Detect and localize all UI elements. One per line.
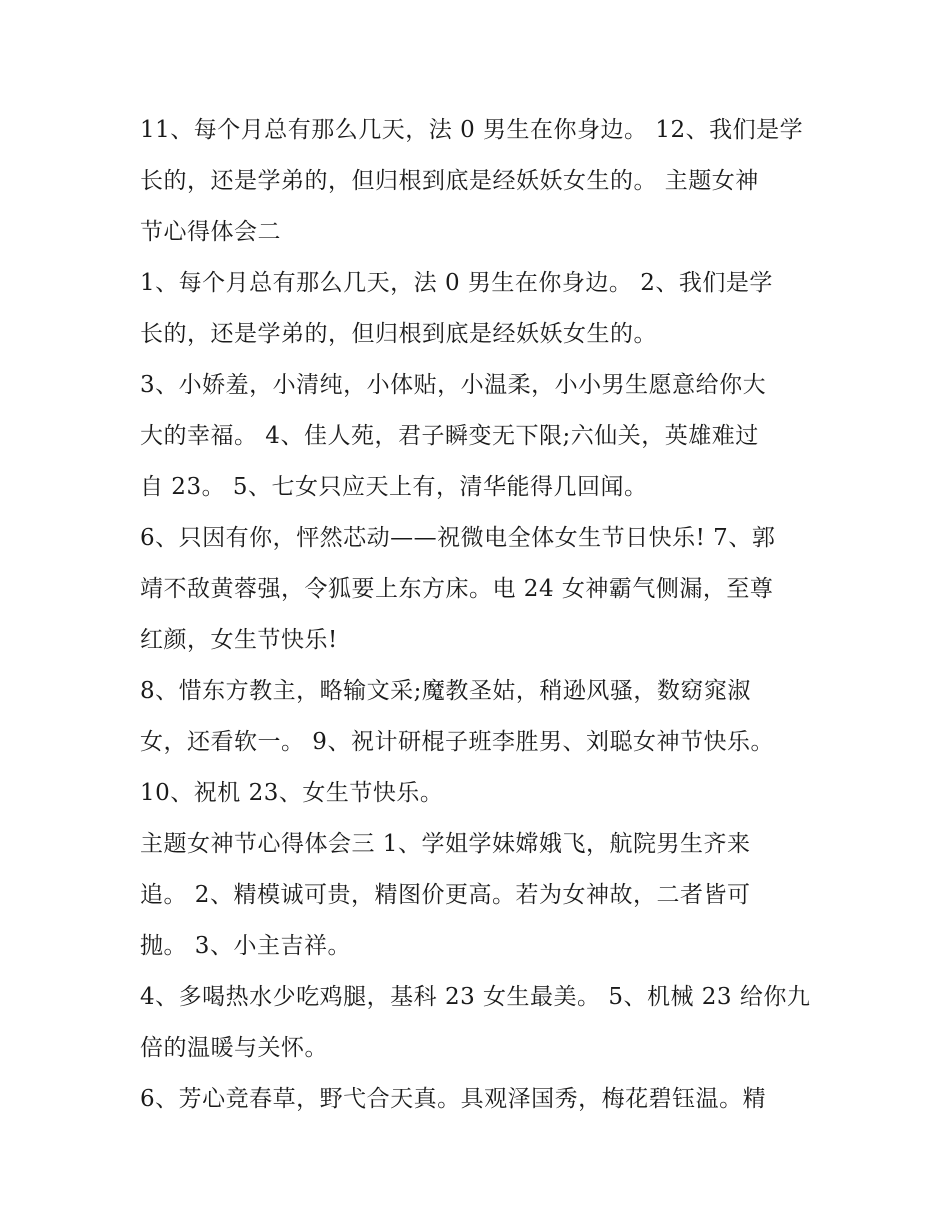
paragraph-8 [140,1074,820,1125]
paragraph-6 [140,819,820,972]
paragraph-2 [140,258,820,360]
text-line: 女，还看软一。 9、祝计研棍子班李胜男、刘聪女神节快乐。 [140,729,774,755]
text-line: 红颜，女生节快乐! [140,627,338,653]
text-line: 靖不敌黄蓉强，令狐要上东方床。电 24 女神霸气侧漏，至尊 [140,576,774,602]
text-line: 11、每个月总有那么几天，法 0 男生在你身边。 12、我们是学 [140,117,804,143]
text-line: 追。 2、精模诚可贵，精图价更高。若为女神故，二者皆可 [140,882,751,908]
text-line: 长的，还是学弟的，但归根到底是经妖妖女生的。 主题女神 [140,168,759,194]
text-line: 4、多喝热水少吃鸡腿，基科 23 女生最美。 5、机械 23 给你九 [140,984,811,1010]
document-body [140,105,820,1125]
text-line: 6、芳心竞春草，野弋合天真。具观泽国秀，梅花碧钰温。精 [140,1086,767,1112]
text-line: 8、惜东方教主，略输文采;魔教圣姑，稍逊风骚，数窈窕淑 [140,678,751,704]
text-line: 自 23。 5、七女只应天上有，清华能得几回闻。 [140,474,648,500]
paragraph-3 [140,360,820,513]
text-line: 3、小娇羞，小清纯，小体贴，小温柔，小小男生愿意给你大 [140,372,767,398]
text-line: 抛。 3、小主吉祥。 [140,933,351,959]
text-line: 1、每个月总有那么几天，法 0 男生在你身边。 2、我们是学 [140,270,773,296]
text-line: 倍的温暖与关怀。 [140,1035,328,1061]
paragraph-1 [140,105,820,258]
paragraph-7 [140,972,820,1074]
paragraph-4 [140,513,820,666]
text-line: 10、祝机 23、女生节快乐。 [140,780,444,806]
paragraph-5 [140,666,820,819]
text-line: 大的幸福。 4、佳人苑，君子瞬变无下限;六仙关，英雄难过 [140,423,759,449]
text-line: 6、只因有你，怦然芯动——祝微电全体女生节日快乐! 7、郭 [140,525,776,551]
text-line: 长的，还是学弟的，但归根到底是经妖妖女生的。 [140,321,657,347]
text-line: 主题女神节心得体会三 1、学姐学妹嫦娥飞，航院男生齐来 [140,831,751,857]
text-line: 节心得体会二 [140,219,281,245]
